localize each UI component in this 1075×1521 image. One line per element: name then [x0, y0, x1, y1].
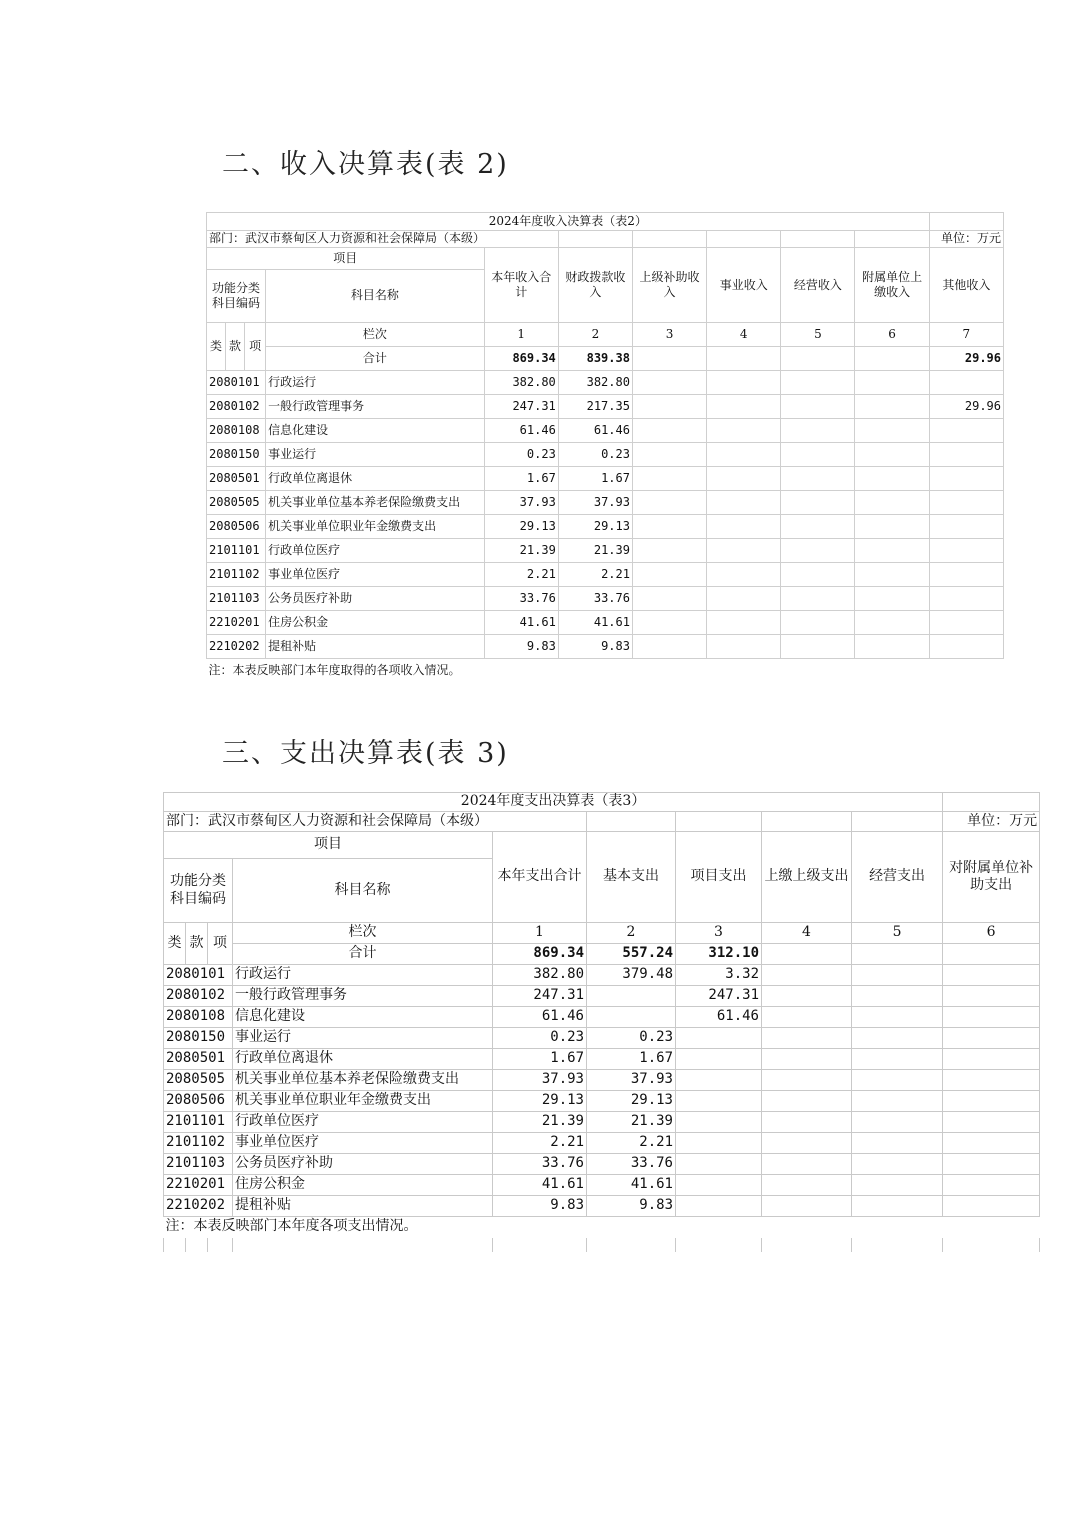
row-value: 33.76: [587, 1154, 676, 1175]
department-label: 部门：武汉市蔡甸区人力资源和社会保障局（本级）: [207, 231, 559, 248]
row-value: 1.67: [558, 467, 632, 491]
row-value: [781, 539, 855, 563]
row-value: [762, 1091, 852, 1112]
row-value: [781, 371, 855, 395]
row-value: [852, 1070, 943, 1091]
col-header: 上级补助收入: [632, 248, 706, 323]
row-value: [707, 515, 781, 539]
row-name: 行政运行: [266, 371, 485, 395]
row-name: 住房公积金: [266, 611, 485, 635]
row-value: [707, 395, 781, 419]
col-number: 4: [707, 323, 781, 347]
row-code: 2101102: [207, 563, 266, 587]
row-value: 41.61: [484, 611, 558, 635]
row-value: [943, 1007, 1040, 1028]
row-value: [632, 395, 706, 419]
func-code-header: 功能分类科目编码: [164, 859, 233, 923]
row-value: [943, 1133, 1040, 1154]
row-name: 信息化建设: [266, 419, 485, 443]
row-value: [707, 635, 781, 659]
row-code: 2210202: [207, 635, 266, 659]
table-row: [164, 1175, 1040, 1196]
row-value: [632, 515, 706, 539]
row-value: [855, 491, 929, 515]
row-value: [632, 611, 706, 635]
row-value: [855, 587, 929, 611]
table-row: [164, 1196, 1040, 1217]
col-number: 6: [855, 323, 929, 347]
row-value: [676, 1049, 762, 1070]
row-value: 247.31: [676, 986, 762, 1007]
row-value: 61.46: [484, 419, 558, 443]
row-code: 2080101: [207, 371, 266, 395]
row-value: [676, 1196, 762, 1217]
col-header: 经营收入: [781, 248, 855, 323]
row-value: [929, 587, 1003, 611]
row-code: 2080108: [207, 419, 266, 443]
row-value: [587, 986, 676, 1007]
lanci-label: 栏次: [233, 923, 493, 944]
xiang-header: 项: [208, 923, 233, 965]
row-code: 2210201: [164, 1175, 233, 1196]
total-value: [943, 944, 1040, 965]
row-value: 37.93: [493, 1070, 587, 1091]
row-code: 2080150: [207, 443, 266, 467]
row-value: [762, 1175, 852, 1196]
row-value: [855, 419, 929, 443]
row-value: [855, 563, 929, 587]
table-row: [207, 635, 1004, 659]
col-header: 财政拨款收入: [558, 248, 632, 323]
total-value: 869.34: [484, 347, 558, 371]
row-value: [632, 539, 706, 563]
row-value: [762, 986, 852, 1007]
row-value: [707, 563, 781, 587]
table-row: [207, 395, 1004, 419]
row-value: 9.83: [484, 635, 558, 659]
row-value: [929, 419, 1003, 443]
row-value: [676, 1091, 762, 1112]
row-value: [852, 1196, 943, 1217]
lei-header: 类: [207, 323, 226, 371]
col-number: 6: [943, 923, 1040, 944]
row-value: [632, 419, 706, 443]
row-value: [929, 515, 1003, 539]
row-value: [762, 1070, 852, 1091]
row-name: 提租补贴: [266, 635, 485, 659]
row-value: [943, 1196, 1040, 1217]
total-value: [707, 347, 781, 371]
row-value: [762, 1154, 852, 1175]
row-value: 21.39: [587, 1112, 676, 1133]
row-code: 2101101: [164, 1112, 233, 1133]
row-value: [855, 539, 929, 563]
total-value: 869.34: [493, 944, 587, 965]
row-value: [781, 587, 855, 611]
row-value: [676, 1154, 762, 1175]
row-value: [852, 1091, 943, 1112]
row-value: [632, 467, 706, 491]
row-code: 2210202: [164, 1196, 233, 1217]
row-value: [943, 1154, 1040, 1175]
row-name: 事业单位医疗: [266, 563, 485, 587]
row-name: 提租补贴: [233, 1196, 493, 1217]
row-value: 217.35: [558, 395, 632, 419]
row-value: 33.76: [558, 587, 632, 611]
row-value: [943, 1070, 1040, 1091]
row-value: 21.39: [484, 539, 558, 563]
row-code: 2080102: [164, 986, 233, 1007]
row-value: 37.93: [558, 491, 632, 515]
row-value: [707, 371, 781, 395]
row-value: [855, 611, 929, 635]
total-label: 合计: [266, 347, 485, 371]
row-value: 9.83: [558, 635, 632, 659]
row-value: [943, 965, 1040, 986]
project-header: 项目: [164, 832, 493, 859]
row-value: [762, 1196, 852, 1217]
row-value: 29.96: [929, 395, 1003, 419]
row-name: 一般行政管理事务: [233, 986, 493, 1007]
table-row: [164, 1112, 1040, 1133]
row-value: 29.13: [587, 1091, 676, 1112]
row-value: [929, 635, 1003, 659]
row-value: 0.23: [558, 443, 632, 467]
table-row: [207, 515, 1004, 539]
row-value: [676, 1112, 762, 1133]
row-name: 公务员医疗补助: [233, 1154, 493, 1175]
col-header: 基本支出: [587, 832, 676, 923]
row-value: [929, 491, 1003, 515]
row-value: [929, 563, 1003, 587]
row-value: [855, 443, 929, 467]
row-value: [781, 611, 855, 635]
row-value: 2.21: [587, 1133, 676, 1154]
row-name: 机关事业单位职业年金缴费支出: [233, 1091, 493, 1112]
total-value: [762, 944, 852, 965]
table-row: [164, 1049, 1040, 1070]
col-number: 1: [484, 323, 558, 347]
total-value: 839.38: [558, 347, 632, 371]
section-heading-expense: 三、支出决算表(表 3): [222, 738, 509, 769]
row-value: [707, 611, 781, 635]
department-label: 部门：武汉市蔡甸区人力资源和社会保障局（本级）: [164, 812, 587, 832]
row-name: 行政单位离退休: [266, 467, 485, 491]
subject-name-header: 科目名称: [266, 270, 485, 323]
col-header: 经营支出: [852, 832, 943, 923]
row-value: [762, 1133, 852, 1154]
table-note: 注：本表反映部门本年度取得的各项收入情况。: [207, 659, 1004, 683]
row-value: [781, 419, 855, 443]
row-name: 事业单位医疗: [233, 1133, 493, 1154]
row-code: 2080150: [164, 1028, 233, 1049]
row-value: [707, 491, 781, 515]
row-value: 247.31: [493, 986, 587, 1007]
table-row: [207, 467, 1004, 491]
col-header: 项目支出: [676, 832, 762, 923]
unit-label: 单位：万元: [929, 231, 1003, 248]
table-row: [207, 539, 1004, 563]
row-value: [929, 443, 1003, 467]
row-code: 2080501: [207, 467, 266, 491]
total-value: [855, 347, 929, 371]
row-code: 2101102: [164, 1133, 233, 1154]
section-heading-income: 二、收入决算表(表 2): [222, 149, 509, 180]
row-value: [852, 1112, 943, 1133]
row-value: [676, 1028, 762, 1049]
col-number: 3: [632, 323, 706, 347]
row-value: 29.13: [558, 515, 632, 539]
col-number: 4: [762, 923, 852, 944]
row-value: 21.39: [493, 1112, 587, 1133]
row-name: 公务员医疗补助: [266, 587, 485, 611]
row-value: 382.80: [558, 371, 632, 395]
project-header: 项目: [207, 248, 485, 270]
total-value: 557.24: [587, 944, 676, 965]
col-number: 3: [676, 923, 762, 944]
row-code: 2080108: [164, 1007, 233, 1028]
row-value: 61.46: [676, 1007, 762, 1028]
row-name: 机关事业单位基本养老保险缴费支出: [266, 491, 485, 515]
total-value: 312.10: [676, 944, 762, 965]
row-code: 2080101: [164, 965, 233, 986]
row-value: [929, 539, 1003, 563]
table-row: [164, 1070, 1040, 1091]
row-name: 行政运行: [233, 965, 493, 986]
col-number: 5: [781, 323, 855, 347]
row-value: [707, 587, 781, 611]
row-name: 事业运行: [266, 443, 485, 467]
row-code: 2210201: [207, 611, 266, 635]
row-value: [762, 1112, 852, 1133]
row-value: 33.76: [484, 587, 558, 611]
row-value: [762, 1007, 852, 1028]
table-row: [164, 1154, 1040, 1175]
col-header: 对附属单位补助支出: [943, 832, 1040, 923]
row-value: [943, 1091, 1040, 1112]
table-row: [164, 1028, 1040, 1049]
row-value: [852, 1133, 943, 1154]
row-value: 1.67: [493, 1049, 587, 1070]
row-value: [855, 371, 929, 395]
subject-name-header: 科目名称: [233, 859, 493, 923]
unit-label: 单位：万元: [943, 812, 1040, 832]
row-value: 29.13: [493, 1091, 587, 1112]
row-value: [781, 563, 855, 587]
row-value: [855, 635, 929, 659]
table-row: [164, 1133, 1040, 1154]
table-row: [207, 419, 1004, 443]
row-value: [852, 1007, 943, 1028]
func-code-header: 功能分类科目编码: [207, 270, 266, 323]
row-value: [852, 965, 943, 986]
table-row: [164, 965, 1040, 986]
row-value: 0.23: [484, 443, 558, 467]
row-value: [781, 443, 855, 467]
lei-header: 类: [164, 923, 186, 965]
row-value: [943, 1028, 1040, 1049]
table-row: [207, 563, 1004, 587]
row-value: [852, 1049, 943, 1070]
expense-table: [163, 792, 1040, 1252]
col-number: 7: [929, 323, 1003, 347]
row-value: [852, 1175, 943, 1196]
row-value: [855, 395, 929, 419]
row-value: [632, 563, 706, 587]
row-value: [762, 1049, 852, 1070]
row-code: 2080505: [207, 491, 266, 515]
row-name: 机关事业单位职业年金缴费支出: [266, 515, 485, 539]
row-value: 382.80: [484, 371, 558, 395]
row-value: 9.83: [493, 1196, 587, 1217]
col-header: 本年收入合计: [484, 248, 558, 323]
row-code: 2080506: [164, 1091, 233, 1112]
row-value: 21.39: [558, 539, 632, 563]
col-header: 上缴上级支出: [762, 832, 852, 923]
table-row: [207, 371, 1004, 395]
col-number: 5: [852, 923, 943, 944]
table-row: [207, 611, 1004, 635]
row-value: [632, 443, 706, 467]
row-value: [929, 611, 1003, 635]
row-value: 1.67: [484, 467, 558, 491]
table-row: [207, 491, 1004, 515]
row-value: [676, 1175, 762, 1196]
table-note: 注：本表反映部门本年度各项支出情况。: [164, 1217, 1040, 1238]
table-title: 2024年度支出决算表（表3）: [164, 793, 943, 812]
row-name: 一般行政管理事务: [266, 395, 485, 419]
row-value: 2.21: [493, 1133, 587, 1154]
table-row: [164, 986, 1040, 1007]
col-number: 2: [587, 923, 676, 944]
row-value: [781, 467, 855, 491]
row-value: [852, 1154, 943, 1175]
row-code: 2080506: [207, 515, 266, 539]
total-label: 合计: [233, 944, 493, 965]
row-value: [943, 1049, 1040, 1070]
row-value: [762, 1028, 852, 1049]
row-name: 行政单位离退休: [233, 1049, 493, 1070]
row-value: 247.31: [484, 395, 558, 419]
col-number: 2: [558, 323, 632, 347]
row-name: 事业运行: [233, 1028, 493, 1049]
row-value: 41.61: [493, 1175, 587, 1196]
table-row: [207, 443, 1004, 467]
lanci-label: 栏次: [266, 323, 485, 347]
total-value: [632, 347, 706, 371]
row-value: [781, 395, 855, 419]
row-value: [943, 986, 1040, 1007]
row-code: 2080501: [164, 1049, 233, 1070]
row-value: [852, 986, 943, 1007]
row-value: 41.61: [587, 1175, 676, 1196]
row-value: 382.80: [493, 965, 587, 986]
total-value: [852, 944, 943, 965]
row-name: 机关事业单位基本养老保险缴费支出: [233, 1070, 493, 1091]
row-value: [632, 587, 706, 611]
row-value: 0.23: [587, 1028, 676, 1049]
row-name: 信息化建设: [233, 1007, 493, 1028]
row-value: [781, 491, 855, 515]
col-header: 事业收入: [707, 248, 781, 323]
row-value: [762, 965, 852, 986]
row-value: 41.61: [558, 611, 632, 635]
row-value: [781, 515, 855, 539]
table-row: [164, 1091, 1040, 1112]
row-value: [855, 467, 929, 491]
row-value: [929, 467, 1003, 491]
row-value: 61.46: [493, 1007, 587, 1028]
row-value: [943, 1112, 1040, 1133]
row-value: [929, 371, 1003, 395]
row-code: 2101101: [207, 539, 266, 563]
table-title: 2024年度收入决算表（表2）: [207, 213, 930, 231]
row-value: 2.21: [558, 563, 632, 587]
total-value: 29.96: [929, 347, 1003, 371]
row-name: 行政单位医疗: [233, 1112, 493, 1133]
row-value: 3.32: [676, 965, 762, 986]
row-value: [587, 1007, 676, 1028]
row-value: 1.67: [587, 1049, 676, 1070]
table-row: [207, 587, 1004, 611]
total-value: [781, 347, 855, 371]
kuan-header: 款: [226, 323, 245, 371]
row-value: 379.48: [587, 965, 676, 986]
col-number: 1: [493, 923, 587, 944]
row-code: 2101103: [164, 1154, 233, 1175]
row-value: 0.23: [493, 1028, 587, 1049]
table-row: [164, 1007, 1040, 1028]
row-value: [781, 635, 855, 659]
row-code: 2101103: [207, 587, 266, 611]
row-value: 29.13: [484, 515, 558, 539]
row-value: 33.76: [493, 1154, 587, 1175]
row-value: [632, 635, 706, 659]
row-value: [632, 491, 706, 515]
col-header: 附属单位上缴收入: [855, 248, 929, 323]
row-value: 37.93: [484, 491, 558, 515]
row-value: [632, 371, 706, 395]
row-name: 行政单位医疗: [266, 539, 485, 563]
row-code: 2080102: [207, 395, 266, 419]
income-table: [206, 212, 1004, 683]
row-code: 2080505: [164, 1070, 233, 1091]
kuan-header: 款: [186, 923, 208, 965]
row-name: 住房公积金: [233, 1175, 493, 1196]
col-header: 其他收入: [929, 248, 1003, 323]
row-value: 2.21: [484, 563, 558, 587]
row-value: [707, 443, 781, 467]
row-value: [855, 515, 929, 539]
row-value: [943, 1175, 1040, 1196]
row-value: [852, 1028, 943, 1049]
xiang-header: 项: [245, 323, 266, 371]
row-value: 61.46: [558, 419, 632, 443]
row-value: [707, 419, 781, 443]
row-value: 37.93: [587, 1070, 676, 1091]
row-value: [707, 467, 781, 491]
col-header: 本年支出合计: [493, 832, 587, 923]
row-value: [676, 1070, 762, 1091]
row-value: [707, 539, 781, 563]
row-value: [676, 1133, 762, 1154]
row-value: 9.83: [587, 1196, 676, 1217]
